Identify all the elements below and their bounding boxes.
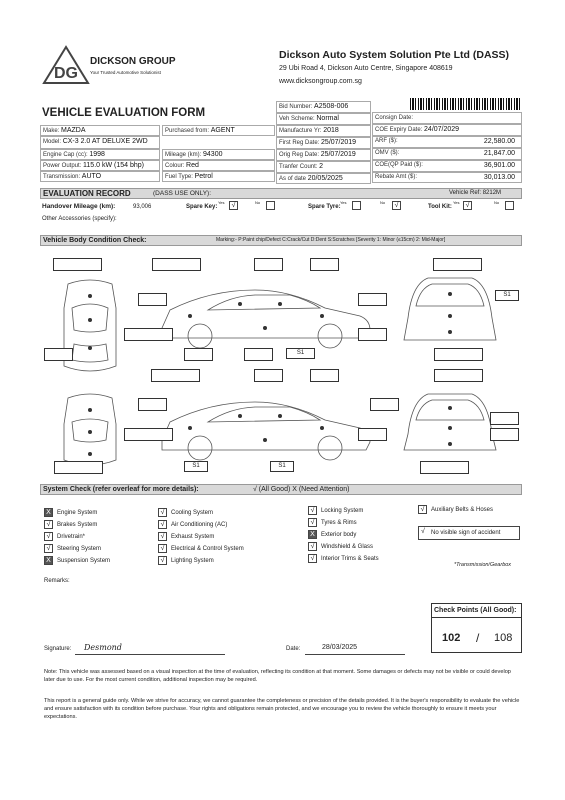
air-conditioning-label: Air Conditioning (AC) <box>171 522 228 528</box>
company-logo <box>42 45 90 85</box>
body-remark-box[interactable] <box>310 258 339 271</box>
checkpoints-value: 102 <box>442 632 461 644</box>
cooling-system-label: Cooling System <box>171 510 214 516</box>
suspension-system-mark[interactable]: X <box>44 556 53 565</box>
model-cell: Model: CX-3 2.0 AT DELUXE 2WD <box>40 136 160 149</box>
bid-number-cell: Bid Number: A2508-006 <box>276 101 371 113</box>
arf-cell: ARF ($): 22,580.00 <box>372 136 522 148</box>
body-remark-box[interactable] <box>420 461 469 474</box>
accident-label: No visible sign of accident <box>431 530 501 536</box>
body-remark-box[interactable] <box>44 348 73 361</box>
auxiliary-belts-label: Auxiliary Belts & Hoses <box>431 507 494 513</box>
omv-cell: OMV ($): 21,847.00 <box>372 148 522 160</box>
tool-kit-label: Tool Kit: <box>428 204 452 210</box>
note-paragraph: Note: This vehicle was assessed based on a visual inspection at the time of evaluation, reflecting its condition at that moment. Some damages or defects may not be visible or could develop later due to use. For the most current condition, additional inspection may be required. <box>44 669 511 683</box>
exterior-body-mark[interactable]: X <box>308 530 317 539</box>
tool-kit-yes-label: Yes <box>453 200 460 205</box>
exhaust-system-label: Exhaust System <box>171 534 215 540</box>
bid-table <box>276 101 371 183</box>
windshield-glass-mark[interactable]: √ <box>308 542 317 551</box>
dickson-logo-icon <box>42 45 90 85</box>
steering-system-mark[interactable]: √ <box>44 544 53 553</box>
transfer-cell: Tranfer Count: 2 <box>276 161 371 173</box>
date-label: Date: <box>286 646 301 652</box>
suspension-system-label: Suspension System <box>57 558 111 564</box>
spare-tyre-label: Spare Tyre: <box>308 204 341 210</box>
mileage-cell: Mileage (km): 94300 <box>162 149 275 160</box>
body-remark-s1[interactable]: S1 <box>286 348 315 359</box>
body-remark-box[interactable] <box>254 258 283 271</box>
drivetrain-mark[interactable]: √ <box>44 532 53 541</box>
rebate-cell: Rebate Amt ($): 30,013.00 <box>372 172 522 183</box>
date-line <box>305 654 405 655</box>
body-remark-box[interactable] <box>434 369 483 382</box>
scheme-cell: Veh Scheme: Normal <box>276 113 371 125</box>
body-remark-box[interactable] <box>310 369 339 382</box>
checkpoints-box <box>431 603 522 653</box>
exhaust-system-mark[interactable]: √ <box>158 532 167 541</box>
brakes-system-mark[interactable]: √ <box>44 520 53 529</box>
air-conditioning-mark[interactable]: √ <box>158 520 167 529</box>
signature-value: Desmond <box>84 643 122 652</box>
windshield-glass-label: Windshield & Glass <box>321 544 374 550</box>
interior-trims-mark[interactable]: √ <box>308 554 317 563</box>
form-title: VEHICLE EVALUATION FORM <box>42 107 206 119</box>
spare-tyre-no-label: No <box>380 200 386 205</box>
other-accessories-label: Other Accessories (specify): <box>42 216 117 222</box>
exterior-body-label: Exterior body <box>321 532 357 538</box>
body-remark-box[interactable] <box>54 461 103 474</box>
brand-tagline: Your Trusted Automotive Solutionist <box>90 70 161 75</box>
company-website: www.dicksongroup.com.sg <box>279 78 362 85</box>
orig-reg-cell: Orig Reg Date: 25/07/2019 <box>276 149 371 161</box>
accident-box <box>418 526 520 540</box>
drivetrain-label: Drivetrain* <box>57 534 86 540</box>
body-remark-box[interactable] <box>151 369 200 382</box>
spare-key-yes-label: Yes <box>218 200 225 205</box>
barcode-icon <box>410 98 522 110</box>
body-remark-box[interactable] <box>490 412 519 425</box>
lighting-system-label: Lighting System <box>171 558 214 564</box>
company-name: Dickson Auto System Solution Pte Ltd (DASS) <box>279 49 510 61</box>
body-remark-box[interactable] <box>138 293 167 306</box>
fuel-cell: Fuel Type: Petrol <box>162 171 275 182</box>
system-col-3 <box>308 506 418 566</box>
auxiliary-belts-mark[interactable]: √ <box>418 505 427 514</box>
body-remark-s1[interactable]: S1 <box>495 290 519 301</box>
handover-mileage: Handover Mileage (km): <box>42 203 116 210</box>
spare-key-no-label: No <box>255 200 261 205</box>
tool-kit-no-label: No <box>494 200 500 205</box>
car-diagram-icon <box>40 248 522 480</box>
body-remark-box[interactable] <box>124 328 173 341</box>
system-check-header: System Check (refer overleaf for more details): √ (All Good) X (Need Attention) <box>40 484 522 495</box>
coe-qp-cell: COE(QP Paid ($): 36,901.00 <box>372 160 522 172</box>
electrical-system-mark[interactable]: √ <box>158 544 167 553</box>
body-remark-box[interactable] <box>152 258 201 271</box>
spare-tyre-yes-label: Yes <box>340 200 347 205</box>
body-remark-box[interactable] <box>138 398 167 411</box>
lighting-system-mark[interactable]: √ <box>158 556 167 565</box>
tyres-rims-mark[interactable]: √ <box>308 518 317 527</box>
body-remark-box[interactable] <box>184 348 213 361</box>
engine-system-mark[interactable]: X <box>44 508 53 517</box>
locking-system-mark[interactable]: √ <box>308 506 317 515</box>
svg-text:DG: DG <box>54 65 78 82</box>
brand-name: DICKSON GROUP <box>90 56 176 67</box>
body-remark-box[interactable] <box>244 348 273 361</box>
accident-mark[interactable]: √ <box>421 528 425 535</box>
finance-table <box>372 112 522 183</box>
system-col-1 <box>44 508 154 568</box>
tyres-rims-label: Tyres & Rims <box>321 520 357 526</box>
checkpoints-slash: / <box>476 631 480 645</box>
steering-system-label: Steering System <box>57 546 102 552</box>
body-remark-box[interactable] <box>124 428 173 441</box>
purchased-cell: Purchased from: AGENT <box>162 125 275 136</box>
body-remark-s1[interactable]: S1 <box>270 461 294 472</box>
first-reg-cell: First Reg Date: 25/07/2019 <box>276 137 371 149</box>
body-remark-box[interactable] <box>490 428 519 441</box>
signature-label: Signature: <box>44 646 72 652</box>
tool-kit-yes-checkbox[interactable]: √ <box>463 201 472 210</box>
power-cell: Power Output: 115.0 kW (154 bhp) <box>40 160 160 171</box>
manufacture-cell: Manufacture Yr: 2018 <box>276 125 371 137</box>
make-cell: Make: MAZDA <box>40 125 160 136</box>
engine-system-label: Engine System <box>57 510 98 516</box>
body-remark-box[interactable] <box>433 258 482 271</box>
evaluation-header: EVALUATION RECORD (DASS USE ONLY): Vehicle Ref: 8212M <box>40 188 522 199</box>
coe-expiry-cell: COE Expiry Date: 24/07/2029 <box>372 124 522 136</box>
cooling-system-mark[interactable]: √ <box>158 508 167 517</box>
locking-system-label: Locking System <box>321 508 364 514</box>
spare-key-yes-checkbox[interactable]: √ <box>229 201 238 210</box>
electrical-system-label: Electrical & Control System <box>171 546 244 552</box>
vehicle-table <box>40 125 275 183</box>
spare-tyre-yes-checkbox[interactable] <box>352 201 361 210</box>
spare-tyre-no-checkbox[interactable]: √ <box>392 201 401 210</box>
checkpoints-total: 108 <box>494 632 513 644</box>
checkpoints-title: Check Points (All Good): <box>434 607 517 614</box>
interior-trims-label: Interior Trims & Seats <box>321 556 379 562</box>
body-remark-box[interactable] <box>370 398 399 411</box>
colour-cell: Colour: Red <box>162 160 275 171</box>
body-remark-box[interactable] <box>358 328 387 341</box>
system-col-2 <box>158 508 288 568</box>
signature-line <box>75 654 225 655</box>
body-remark-box[interactable] <box>358 293 387 306</box>
spare-key-label: Spare Key: <box>186 204 218 210</box>
body-check-header: Vehicle Body Condition Check: Marking:- P:Paint chip/Defect C:Crack/Cut D:Dent S:Scratches [Severity 1: Minor (≤15cm) 2: Mid-Major] <box>40 235 522 246</box>
body-remark-box[interactable] <box>434 348 483 361</box>
company-address: 29 Ubi Road 4, Dickson Auto Centre, Singapore 408619 <box>279 65 453 72</box>
tool-kit-no-checkbox[interactable] <box>505 201 514 210</box>
spare-key-no-checkbox[interactable] <box>266 201 275 210</box>
brakes-system-label: Brakes System <box>57 522 98 528</box>
body-remark-s1[interactable]: S1 <box>184 461 208 472</box>
disclaimer-paragraph: This report is a general guide only. While we strive for accuracy, we cannot guarantee the completeness or precision of the details provided. It is the buyer's responsibility to evaluate the vehicle and ensure satisfaction with its condition before purchase. Your rights and obligations remain protected, and we encourage you to review the vehicle thoroughly to ensure it meets your expectations. <box>44 698 520 720</box>
body-remark-box[interactable] <box>53 258 102 271</box>
body-remark-box[interactable] <box>254 369 283 382</box>
date-value: 28/03/2025 <box>322 644 358 651</box>
handover-value: 93,006 <box>133 204 152 210</box>
consign-cell: Consign Date: <box>372 112 522 124</box>
engine-cell: Engine Cap (cc): 1998 <box>40 149 160 160</box>
remarks-label: Remarks: <box>44 578 70 584</box>
transmission-cell: Transmission: AUTO <box>40 171 160 182</box>
transmission-footnote: *Transmission/Gearbox <box>454 562 512 568</box>
as-of-cell: As of date 20/05/2025 <box>276 173 371 184</box>
body-remark-box[interactable] <box>358 428 387 441</box>
